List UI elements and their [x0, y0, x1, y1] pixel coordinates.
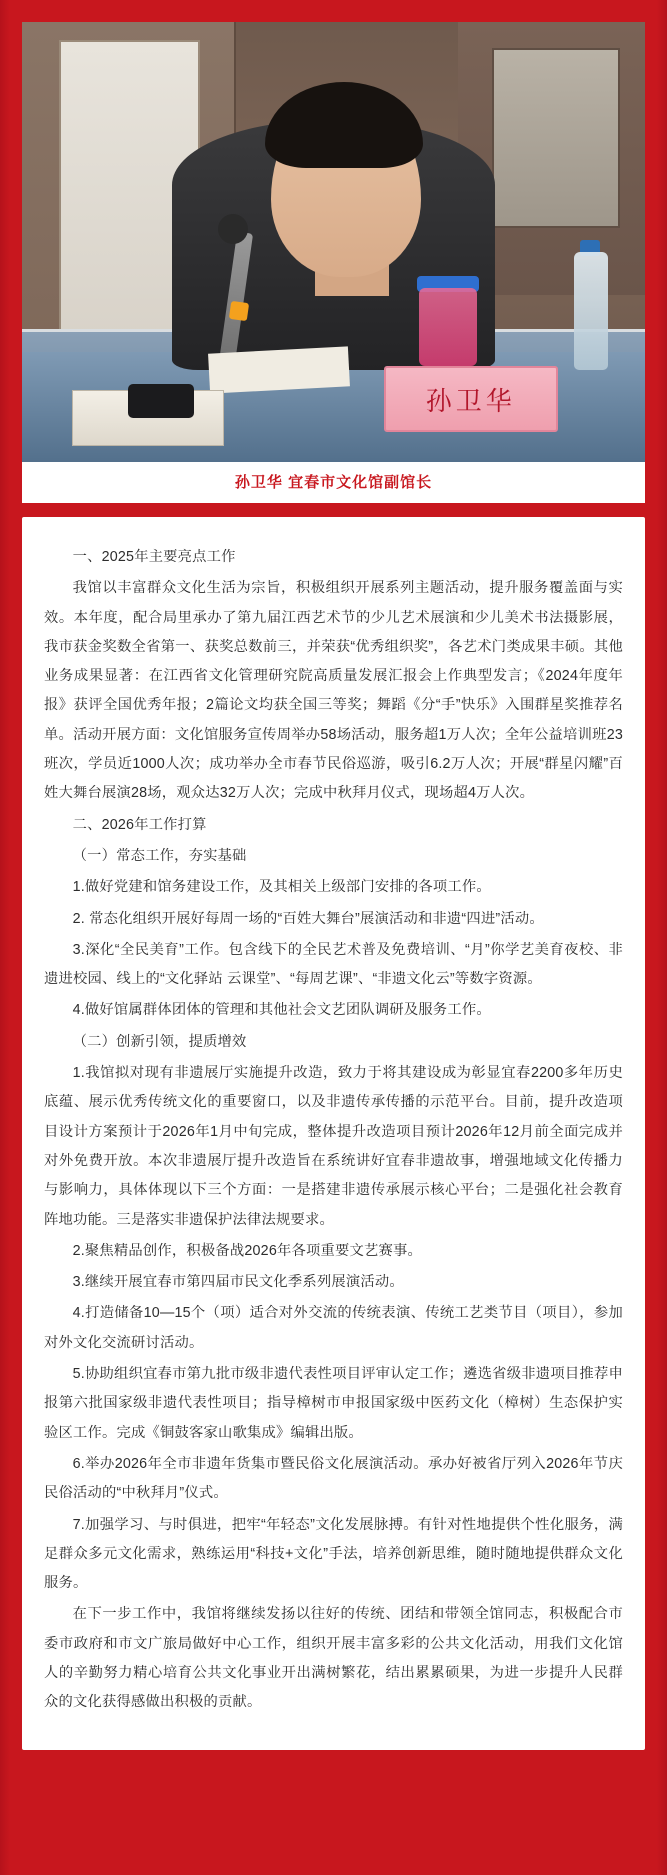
speaker-photo: [22, 22, 645, 462]
photo-papers: [208, 346, 350, 393]
photo-caption: 孙卫华 宜春市文化馆副馆长: [22, 462, 645, 503]
article-paragraph: 1.做好党建和馆务建设工作，及其相关上级部门安排的各项工作。: [72, 879, 491, 896]
article-paragraph: 二、2026年工作打算: [72, 816, 207, 833]
photo-water-bottle: [574, 252, 608, 370]
article-paragraph: 我馆以丰富群众文化生活为宗旨，积极组织开展系列主题活动，提升服务覆盖面与实效。本年度，配合局里承办了第九届江西艺术节的少儿艺术展演和少儿美术书法摄影展，我市获金奖数全省第一、获奖总数前三，并荣获“优秀组织奖”，各艺术门类成果丰硕。其他业务成果显著：在江西省文化管理研究院高质量发展汇报会上作典型发言；《2024年度年报》获评全国优秀年报；2篇论文均获全国三等奖；舞蹈《分“手”快乐》入围群星奖推荐名单。活动开展方面：文化馆服务宣传周举办58场活动，服务超1万人次；全年公益培训班23班次，学员近1000人次；成功举办全市春节民俗巡游，吸引6.2万人次；开展“群星闪耀”百姓大舞台展演28场，观众达32万人次；完成中秋拜月仪式，现场超4万人次。: [44, 580, 623, 802]
article-paragraph: 5.协助组织宜春市第九批市级非遗代表性项目评审认定工作；遴选省级非遗项目推荐申报第六批国家级非遗代表性项目；指导樟树市申报国家级中医药文化（樟树）生态保护实验区工作。完成《铜鼓客家山歌集成》编辑出版。: [44, 1366, 623, 1441]
article-body: [22, 517, 645, 1750]
article-paragraph: 4.做好馆属群体团体的管理和其他社会文艺团队调研及服务工作。: [72, 1002, 491, 1019]
photo-background-window: [492, 48, 621, 228]
article-paragraph: 2. 常态化组织开展好每周一场的“百姓大舞台”展演活动和非遗“四进”活动。: [72, 910, 544, 927]
microphone-band: [229, 301, 249, 321]
photo-cup: [419, 288, 477, 366]
article-paragraph: 2.聚焦精品创作，积极备战2026年各项重要文艺赛事。: [72, 1242, 422, 1259]
article-paragraph: 1.我馆拟对现有非遗展厅实施提升改造，致力于将其建设成为彰显宜春2200多年历史底蕴、展示优秀传统文化的重要窗口，以及非遗传承传播的示范平台。目前，提升改造项目设计方案预计于2026年1月中旬完成，整体提升改造项目预计2026年12月前全面完成并对外免费开放。本次非遗展厅提升改造旨在系统讲好宜春非遗故事，增强地域文化传播力与影响力，具体体现以下三个方面：一是搭建非遗传承展示核心平台；二是强化社会教育阵地功能。三是落实非遗保护法律法规要求。: [44, 1065, 623, 1228]
photo-card: [22, 22, 645, 503]
article-paragraph: 一、2025年主要亮点工作: [72, 549, 236, 565]
article-paragraph: 3.深化“全民美育”工作。包含线下的全民艺术普及免费培训、“月”你学艺美育夜校、非遗进校园、线上的“文化驿站 云课堂”、“每周艺课”、“非遗文化云”等数字资源。: [44, 941, 623, 988]
article-paragraph: 4.打造储备10—15个（项）适合对外交流的传统表演、传统工艺类节目（项目），参加对外文化交流研讨活动。: [44, 1305, 623, 1351]
article-paragraph: 在下一步工作中，我馆将继续发扬以往好的传统、团结和带领全馆同志，积极配合市委市政府和市文广旅局做好中心工作，组织开展丰富多彩的公共文化活动，用我们文化馆人的辛勤努力精心培育公共文化事业开出满树繁花，结出累累硕果，为进一步提升人民群众的文化获得感做出积极的贡献。: [44, 1606, 623, 1711]
microphone-head-icon: [218, 214, 248, 244]
article-paragraph: 3.继续开展宜春市第四届市民文化季系列展演活动。: [72, 1274, 404, 1291]
article-paragraph: 6.举办2026年全市非遗年货集市暨民俗文化展演活动。承办好被省厅列入2026年节庆民俗活动的“中秋拜月”仪式。: [44, 1455, 623, 1502]
article-paragraph: （二）创新引领，提质增效: [72, 1033, 247, 1050]
photo-phone: [128, 384, 194, 418]
photo-nameplate: 孙卫华: [384, 366, 558, 432]
article-paragraph: （一）常态工作，夯实基础: [72, 847, 247, 864]
article-paragraph: 7.加强学习、与时俱进，把牢“年轻态”文化发展脉搏。有针对性地提供个性化服务，满足群众多元文化需求，熟练运用“科技+文化”手法，培养创新思维，随时随地提供群众文化服务。: [44, 1516, 623, 1592]
